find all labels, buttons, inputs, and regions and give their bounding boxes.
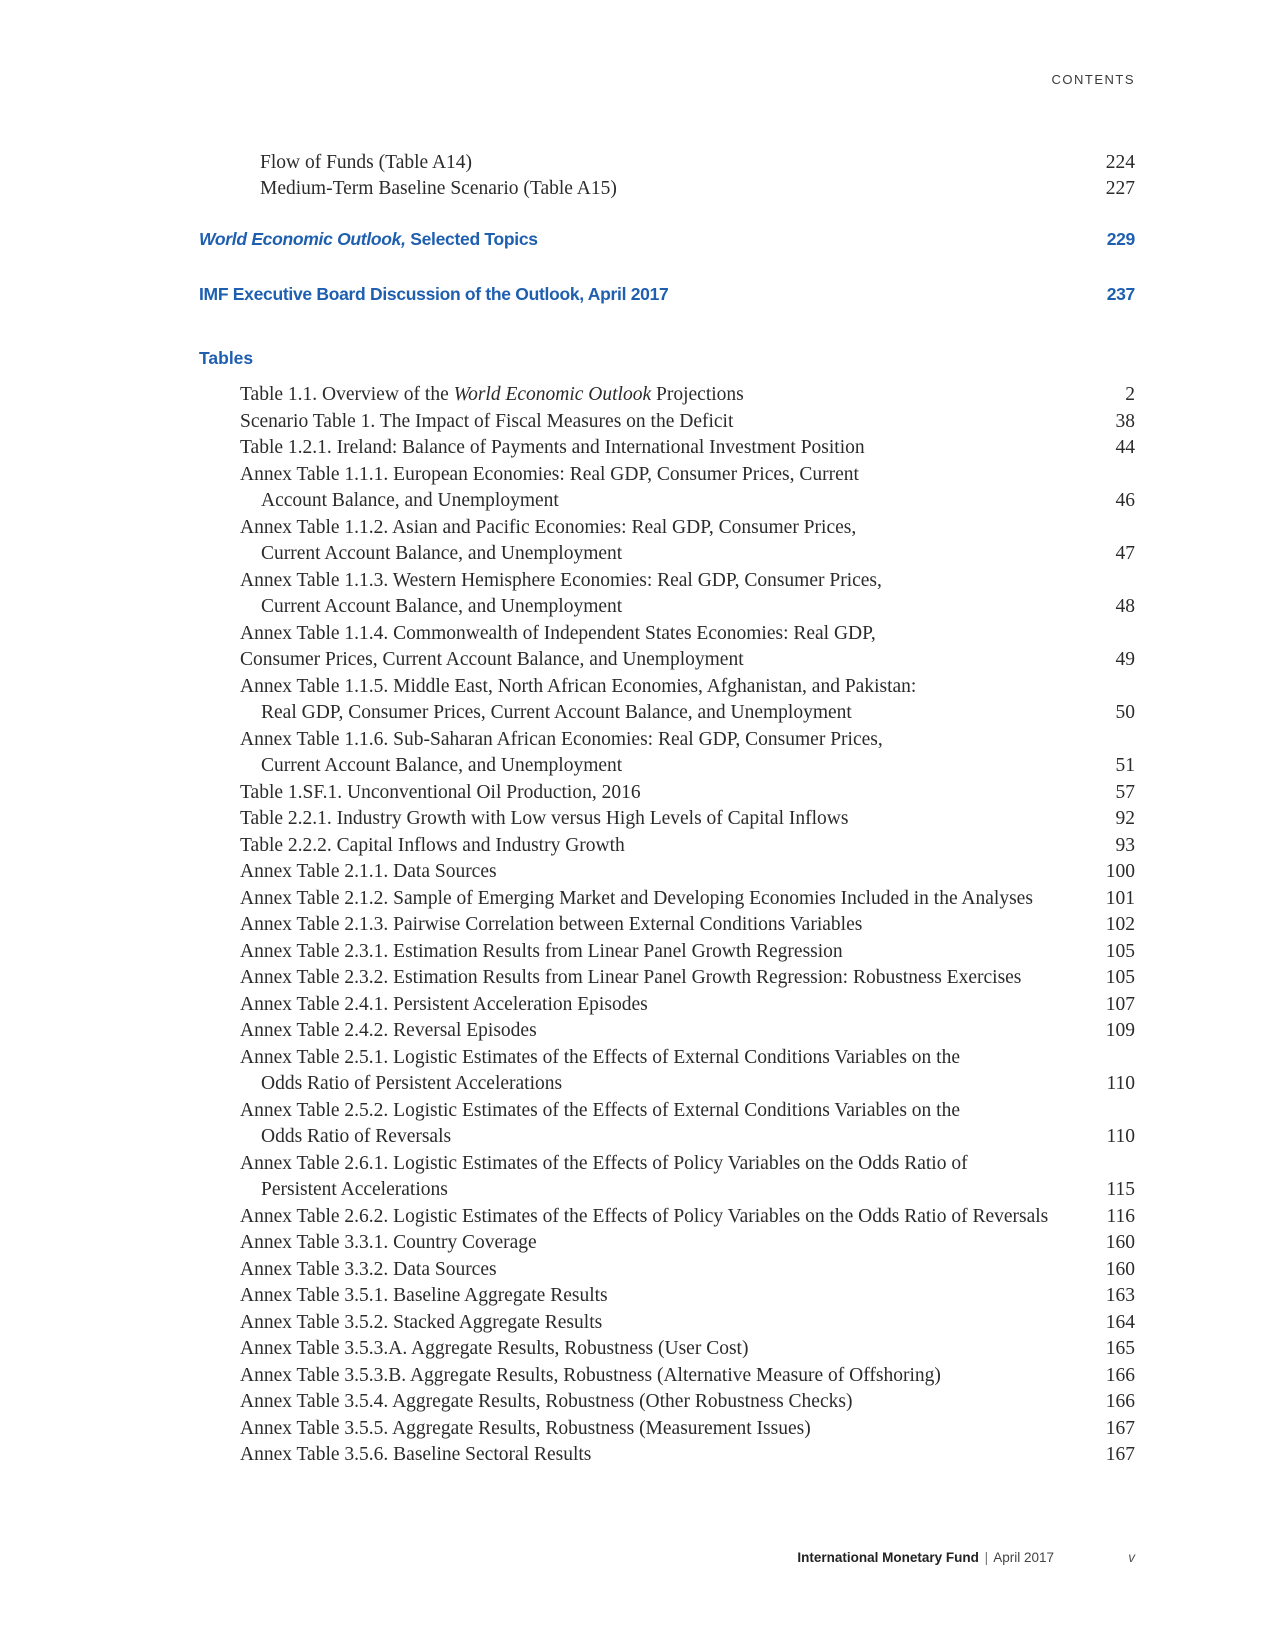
toc-table-entry-text: Table 2.2.1. Industry Growth with Low versus High Levels of Capital Inflows: [240, 808, 849, 829]
toc-table-entry-page: 49: [1115, 649, 1135, 670]
toc-table-entry-page: 110: [1106, 1073, 1135, 1094]
toc-table-entry-line: [240, 753, 1135, 780]
toc-table-entry[interactable]: [240, 409, 1135, 436]
toc-table-entry-line: [240, 594, 1135, 621]
toc-table-entry-text: Annex Table 1.1.4. Commonwealth of Independent States Economies: Real GDP,: [240, 622, 876, 644]
toc-entry-title: Medium-Term Baseline Scenario (Table A15): [260, 178, 617, 199]
toc-table-entry-line: [240, 435, 1135, 462]
toc-table-entry-line: [240, 674, 1135, 701]
toc-table-entry-page: 163: [1105, 1285, 1135, 1306]
running-head: CONTENTS: [1051, 72, 1135, 87]
toc-table-entry[interactable]: [240, 727, 1135, 780]
toc-table-entry-page: 46: [1115, 490, 1135, 511]
toc-table-entry-text: Odds Ratio of Persistent Accelerations: [261, 1073, 563, 1094]
footer-separator: |: [984, 1550, 989, 1565]
toc-table-entry[interactable]: [240, 1230, 1135, 1257]
toc-table-entry-page: 160: [1105, 1232, 1135, 1253]
section-page: 229: [1106, 229, 1135, 249]
footer-org-date: [797, 1550, 1054, 1565]
toc-table-entry-text: Odds Ratio of Reversals: [261, 1126, 452, 1147]
toc-table-entry-line: [240, 727, 1135, 754]
toc-table-entry-page: 105: [1105, 940, 1135, 962]
toc-table-entry-text: Annex Table 1.1.5. Middle East, North African Economies, Afghanistan, and Pakistan:: [240, 675, 917, 697]
toc-table-entry-line: [240, 1363, 1135, 1390]
toc-table-entry-line: [240, 1389, 1135, 1416]
toc-table-entry-text: Annex Table 2.1.3. Pairwise Correlation between External Conditions Variables: [240, 914, 863, 935]
toc-table-entry-page: 44: [1115, 437, 1135, 458]
toc-table-entry-text: Annex Table 3.3.2. Data Sources: [240, 1258, 497, 1280]
toc-table-entry-line: [240, 409, 1135, 436]
toc-table-entry-line: [240, 780, 1135, 807]
toc-table-entry-line: [240, 1071, 1135, 1098]
toc-table-entry[interactable]: [240, 1283, 1135, 1310]
toc-table-entry-text: Annex Table 1.1.3. Western Hemisphere Economies: Real GDP, Consumer Prices,: [240, 569, 882, 591]
toc-table-entry-text: Scenario Table 1. The Impact of Fiscal Measures on the Deficit: [240, 410, 734, 432]
toc-table-entry-page: 164: [1105, 1311, 1135, 1333]
toc-table-entry-text: Annex Table 3.5.3.B. Aggregate Results, Robustness (Alternative Measure of Offshoring): [240, 1364, 941, 1386]
toc-table-entry-page: 101: [1105, 887, 1135, 909]
toc-table-entry-line: [240, 1283, 1135, 1310]
toc-table-entry-line: [240, 1177, 1135, 1204]
footer-page-number: v: [1128, 1550, 1135, 1565]
toc-table-entry-text: Annex Table 3.5.5. Aggregate Results, Robustness (Measurement Issues): [240, 1417, 811, 1439]
toc-table-entry-page: 38: [1115, 410, 1135, 432]
toc-table-entry[interactable]: [240, 1310, 1135, 1337]
toc-table-entry-text: Annex Table 3.5.2. Stacked Aggregate Results: [240, 1311, 603, 1333]
toc-table-entry-page: 50: [1115, 702, 1135, 723]
toc-table-entry-line: [240, 833, 1135, 860]
toc-table-entry-page: 100: [1105, 861, 1135, 882]
toc-table-entry[interactable]: [240, 674, 1135, 727]
section-title-italic: World Economic Outlook,: [199, 229, 406, 249]
toc-table-entry[interactable]: [240, 1389, 1135, 1416]
toc-table-entry-line: [240, 992, 1135, 1019]
toc-table-entry-line: [240, 912, 1135, 939]
toc-table-entry-line: [240, 1045, 1135, 1072]
toc-table-entry-text: Annex Table 2.6.2. Logistic Estimates of the Effects of Policy Variables on the Odds Ratio of Reversals: [240, 1205, 1049, 1227]
toc-table-entry-line: [240, 1336, 1135, 1363]
section-executive-board-discussion[interactable]: [199, 284, 1135, 305]
toc-table-entry[interactable]: [240, 1257, 1135, 1284]
toc-table-entry-page: 102: [1105, 914, 1135, 935]
toc-table-entry-text: Annex Table 2.6.1. Logistic Estimates of the Effects of Policy Variables on the Odds Ratio of: [240, 1152, 968, 1174]
toc-table-entry[interactable]: [240, 462, 1135, 515]
toc-table-entry-text: Consumer Prices, Current Account Balance, and Unemployment: [240, 649, 744, 670]
toc-table-entry-text: Annex Table 1.1.2. Asian and Pacific Economies: Real GDP, Consumer Prices,: [240, 516, 857, 538]
toc-table-entry[interactable]: [240, 515, 1135, 568]
toc-table-entry-line: [240, 541, 1135, 568]
toc-table-entry-text: Current Account Balance, and Unemployment: [261, 755, 623, 776]
toc-table-entry-line: [240, 488, 1135, 515]
toc-table-entry-line: [240, 1442, 1135, 1469]
toc-table-entry-text: Table 1.SF.1. Unconventional Oil Production, 2016: [240, 781, 641, 803]
toc-table-entry-line: [240, 1124, 1135, 1151]
toc-table-entry-line: [240, 700, 1135, 727]
toc-table-entry[interactable]: [240, 939, 1135, 966]
toc-table-entry[interactable]: [240, 833, 1135, 860]
toc-table-entry-text: Annex Table 3.5.1. Baseline Aggregate Results: [240, 1285, 608, 1306]
toc-table-entry[interactable]: [240, 992, 1135, 1019]
toc-table-entry-line: [240, 647, 1135, 674]
toc-table-entry[interactable]: [240, 435, 1135, 462]
toc-table-entry-line: [240, 886, 1135, 913]
toc-table-entry-text: Current Account Balance, and Unemployment: [261, 596, 623, 617]
toc-entry-title: Flow of Funds (Table A14): [260, 152, 473, 173]
toc-entry-flow-of-funds[interactable]: [260, 150, 1135, 176]
toc-table-entry[interactable]: [240, 965, 1135, 992]
footer-org: International Monetary Fund: [797, 1550, 979, 1565]
toc-table-entry-line: [240, 382, 1135, 409]
toc-table-entry-text: Account Balance, and Unemployment: [261, 490, 559, 511]
toc-table-entry-italic: World Economic Outlook: [453, 384, 652, 405]
toc-table-entry-line: [240, 621, 1135, 648]
toc-entry-page: 224: [1105, 152, 1135, 173]
toc-table-entry[interactable]: [240, 912, 1135, 939]
toc-table-entry-line: [240, 462, 1135, 489]
toc-table-entry-text: Annex Table 3.5.4. Aggregate Results, Robustness (Other Robustness Checks): [240, 1391, 853, 1412]
toc-table-entry-line: [240, 1204, 1135, 1231]
toc-table-entry[interactable]: [240, 568, 1135, 621]
toc-table-entry[interactable]: [240, 1363, 1135, 1390]
toc-table-entry-line: [240, 859, 1135, 886]
toc-table-entry-line: [240, 1151, 1135, 1178]
toc-table-entry-page: 92: [1115, 808, 1135, 829]
toc-table-entry-line: [240, 806, 1135, 833]
section-title: Selected Topics: [405, 229, 538, 249]
toc-table-entry-page: 167: [1105, 1417, 1135, 1439]
toc-table-entry-page: 57: [1115, 781, 1135, 803]
toc-table-entry-text: Table 2.2.2. Capital Inflows and Industry Growth: [240, 834, 625, 856]
toc-table-entry-page: 2: [1125, 384, 1135, 405]
toc-table-entry-text: Annex Table 2.3.2. Estimation Results from Linear Panel Growth Regression: Robustness Exercises: [240, 967, 1022, 988]
toc-table-entry-text: Annex Table 3.5.6. Baseline Sectoral Results: [240, 1444, 592, 1465]
toc-table-entry[interactable]: [240, 1098, 1135, 1151]
toc-table-entry-page: 109: [1105, 1020, 1135, 1041]
toc-table-entry-text: Annex Table 3.3.1. Country Coverage: [240, 1232, 537, 1253]
toc-table-entry-line: [240, 515, 1135, 542]
section-title: IMF Executive Board Discussion of the Outlook, April 2017: [199, 284, 669, 304]
toc-table-entry-text: Annex Table 2.4.2. Reversal Episodes: [240, 1020, 537, 1041]
toc-table-entry[interactable]: [240, 859, 1135, 886]
toc-table-entry-page: 167: [1105, 1444, 1135, 1465]
toc-table-entry-text: Annex Table 2.4.1. Persistent Acceleration Episodes: [240, 993, 648, 1015]
toc-table-entry-page: 166: [1105, 1391, 1135, 1412]
toc-table-entry[interactable]: [240, 621, 1135, 674]
section-page: 237: [1106, 284, 1135, 304]
toc-table-entry-text: Table 1.1. Overview of the: [240, 384, 454, 405]
toc-table-entry-page: 166: [1105, 1364, 1135, 1386]
toc-table-entry-line: [240, 1098, 1135, 1125]
tables-heading: Tables: [199, 348, 254, 368]
toc-table-entry[interactable]: [240, 780, 1135, 807]
toc-table-entry[interactable]: [240, 1416, 1135, 1443]
toc-table-entry-text: Persistent Accelerations: [261, 1179, 448, 1200]
toc-table-entry-page: 115: [1106, 1179, 1135, 1200]
toc-table-entry[interactable]: [240, 806, 1135, 833]
toc-table-entry[interactable]: [240, 1018, 1135, 1045]
toc-entry-medium-term-baseline[interactable]: [260, 176, 1135, 202]
toc-table-entry-line: [240, 1310, 1135, 1337]
section-selected-topics[interactable]: [199, 229, 1135, 250]
toc-table-entry-page: 160: [1105, 1258, 1135, 1280]
toc-table-entry-page: 110: [1106, 1126, 1135, 1147]
toc-table-entry-line: [240, 1230, 1135, 1257]
toc-table-entry[interactable]: [240, 1442, 1135, 1469]
toc-table-entry[interactable]: [240, 1151, 1135, 1204]
toc-table-entry-line: [240, 939, 1135, 966]
toc-table-entry-text: Current Account Balance, and Unemployment: [261, 543, 623, 564]
toc-table-entry-page: 93: [1115, 834, 1135, 856]
tables-list: [240, 382, 1135, 1469]
toc-table-entry[interactable]: [240, 886, 1135, 913]
toc-table-entry-page: 116: [1106, 1205, 1135, 1227]
toc-table-entry-text: Annex Table 2.1.2. Sample of Emerging Market and Developing Economies Included in the Analyses: [240, 887, 1033, 909]
toc-table-entry-text: Annex Table 2.5.2. Logistic Estimates of the Effects of External Conditions Variables on the: [240, 1099, 960, 1121]
toc-table-entry[interactable]: [240, 382, 1135, 409]
toc-table-entry-text: Annex Table 3.5.3.A. Aggregate Results, Robustness (User Cost): [240, 1338, 749, 1359]
toc-table-entry-text: Annex Table 1.1.1. European Economies: Real GDP, Consumer Prices, Current: [240, 463, 859, 485]
toc-table-entry-page: 47: [1115, 543, 1135, 564]
toc-table-entry-page: 107: [1105, 993, 1135, 1015]
toc-table-entry-text: Table 1.2.1. Ireland: Balance of Payments and International Investment Position: [240, 437, 865, 458]
toc-table-entry-page: 51: [1115, 755, 1135, 776]
toc-table-entry-page: 105: [1105, 967, 1135, 988]
toc-table-entry-text: Annex Table 1.1.6. Sub-Saharan African Economies: Real GDP, Consumer Prices,: [240, 728, 883, 750]
toc-table-entry-line: [240, 1018, 1135, 1045]
toc-table-entry-text: Real GDP, Consumer Prices, Current Account Balance, and Unemployment: [261, 702, 852, 723]
toc-entry-page: 227: [1105, 178, 1135, 199]
toc-table-entry-line: [240, 965, 1135, 992]
toc-table-entry-page: 48: [1115, 596, 1135, 617]
toc-table-entry[interactable]: [240, 1045, 1135, 1098]
footer-date: April 2017: [993, 1550, 1054, 1565]
toc-table-entry-page: 165: [1105, 1338, 1135, 1359]
toc-table-entry-line: [240, 1257, 1135, 1284]
toc-table-entry-text: Annex Table 2.1.1. Data Sources: [240, 861, 497, 882]
toc-table-entry[interactable]: [240, 1204, 1135, 1231]
toc-table-entry[interactable]: [240, 1336, 1135, 1363]
toc-table-entry-line: [240, 1416, 1135, 1443]
toc-table-entry-text: Annex Table 2.3.1. Estimation Results from Linear Panel Growth Regression: [240, 940, 843, 962]
toc-table-entry-text-after: Projections: [651, 384, 744, 405]
toc-table-entry-text: Annex Table 2.5.1. Logistic Estimates of the Effects of External Conditions Variables on the: [240, 1046, 960, 1068]
toc-table-entry-line: [240, 568, 1135, 595]
